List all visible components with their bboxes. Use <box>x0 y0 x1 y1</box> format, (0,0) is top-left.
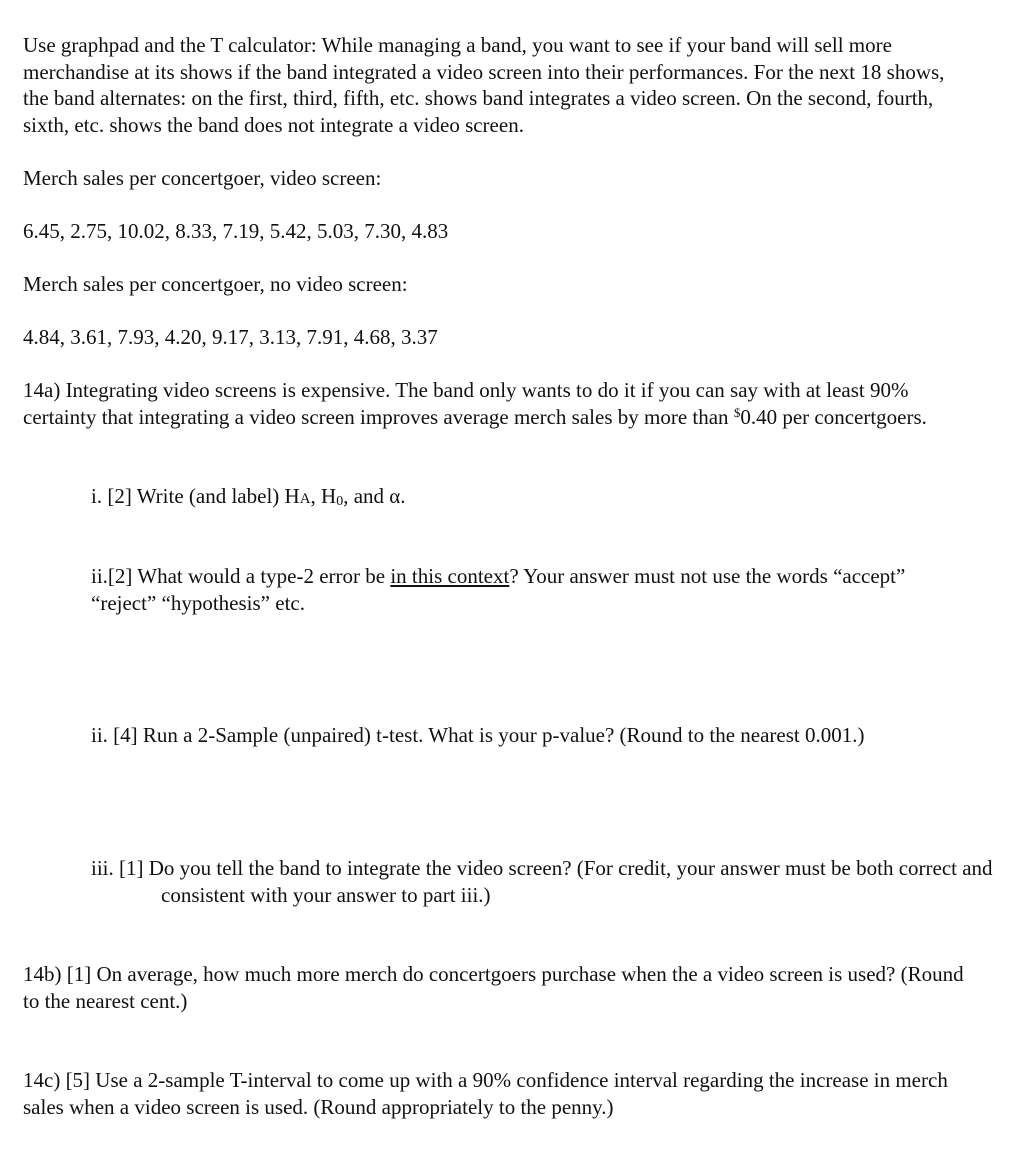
part-ii-text: ii.[2] What would a type-2 error be <box>91 564 391 588</box>
no-video-screen-label: Merch sales per concertgoer, no video screen: <box>23 272 408 296</box>
in-this-context: in this context <box>390 564 510 588</box>
video-screen-label: Merch sales per concertgoer, video screen: <box>23 166 382 190</box>
question-14b: 14b) [1] On average, how much more merch do concertgoers purchase when the a video screen is used? (Round to the nearest cent.) <box>23 962 964 1013</box>
part-iii-decision: iii. [1] Do you tell the band to integrate the video screen? (For credit, your answer must be both correct and consistent with your answer to part iii.) <box>91 856 993 907</box>
part-i-text-2: , H <box>310 484 337 508</box>
question-14a <box>23 377 973 430</box>
video-screen-values: 6.45, 2.75, 10.02, 8.33, 7.19, 5.42, 5.03, 7.30, 4.83 <box>23 219 449 243</box>
part-i-text: i. [2] Write (and label) H <box>91 484 300 508</box>
subscript-zero: 0 <box>336 494 344 509</box>
part-i-text-3: , and α. <box>343 484 406 508</box>
subscript-a: A <box>299 491 311 507</box>
q14a-text-after: 0.40 per concertgoers. <box>740 404 927 429</box>
dollar-sign: $ <box>733 404 741 420</box>
part-ii-t-test: ii. [4] Run a 2-Sample (unpaired) t-test. What is your p-value? (Round to the nearest 0.001.) <box>91 723 865 747</box>
q14a-text-before: 14a) Integrating video screens is expensive. The band only wants to do it if you can say with at least 90% certainty that integrating a video screen improves average merch sales by more than <box>23 378 909 429</box>
part-ii-text-2: ? Your answer must not use the words “accept” “reject” “hypothesis” etc. <box>91 564 906 615</box>
question-14c: 14c) [5] Use a 2-sample T-interval to come up with a 90% confidence interval regarding the increase in merch sales when a video screen is used. (Round appropriately to the penny.) <box>23 1068 948 1119</box>
part-ii-type2-error <box>91 563 971 616</box>
no-video-screen-values: 4.84, 3.61, 7.93, 4.20, 9.17, 3.13, 7.91, 4.68, 3.37 <box>23 325 438 349</box>
problem-intro: Use graphpad and the T calculator: While managing a band, you want to see if your band will sell more merchandise at its shows if the band integrated a video screen into their performances. For the next 18 shows, the band alternates: on the first, third, fifth, etc. shows band integrates a video screen. On the second, fourth, sixth, etc. shows the band does not integrate a video screen. <box>23 33 945 137</box>
part-i-hypotheses <box>91 483 971 513</box>
